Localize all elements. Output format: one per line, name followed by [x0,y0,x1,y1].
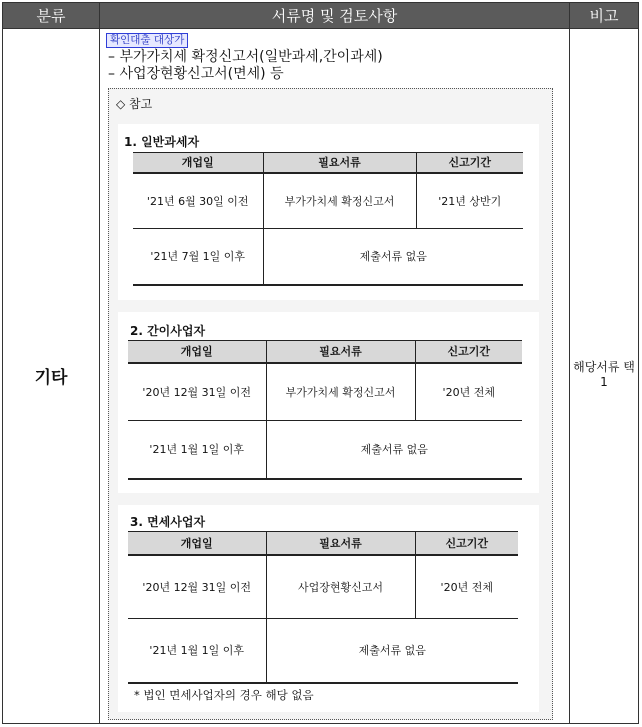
required-document-cell: 부가가치세 확정신고서 [266,363,415,421]
column-header: 개업일 [128,341,266,363]
filing-period-cell: '21년 상반기 [416,173,523,229]
target-tag: 확인대출 대상가 [106,33,188,48]
filing-table [128,531,518,684]
category-cell: 기타 [34,368,68,388]
remark-cell: 해당서류 택1 [573,360,635,389]
column-header: 필요서류 [263,153,416,173]
filing-table [133,152,523,286]
start-date-cell: '21년 1월 1일 이후 [128,619,266,683]
filing-period-cell: '20년 전체 [415,363,522,421]
required-document-cell: 사업장현황신고서 [266,555,415,619]
column-header: 신고기간 [415,341,522,363]
start-date-cell: '21년 7월 1일 이후 [133,229,263,285]
section-title: 2. 간이사업자 [130,324,206,338]
section-title: 1. 일반과세자 [124,135,200,149]
column-divider [99,3,100,724]
document-bullet: – 사업장현황신고서(면세) 등 [108,66,284,82]
document-bullet: – 부가가치세 확정신고서(일반과세,간이과세) [108,49,383,65]
no-document-cell: 제출서류 없음 [266,421,522,479]
start-date-cell: '21년 6월 30일 이전 [133,173,263,229]
header-category: 분류 [3,3,99,28]
filing-period-cell: '20년 전체 [415,555,518,619]
header-documents: 서류명 및 검토사항 [100,3,569,28]
filing-table [128,340,522,480]
reference-title: ◇ 참고 [116,97,153,111]
footnote: * 법인 면세사업자의 경우 해당 없음 [134,688,314,702]
column-header: 신고기간 [415,532,518,555]
column-header: 필요서류 [266,341,415,363]
section-title: 3. 면세사업자 [130,515,206,529]
no-document-cell: 제출서류 없음 [263,229,523,285]
header-remark: 비고 [570,3,638,28]
column-header: 개업일 [133,153,263,173]
start-date-cell: '20년 12월 31일 이전 [128,555,266,619]
column-header: 필요서류 [266,532,415,555]
column-header: 개업일 [128,532,266,555]
start-date-cell: '21년 1월 1일 이후 [128,421,266,479]
start-date-cell: '20년 12월 31일 이전 [128,363,266,421]
column-header: 신고기간 [416,153,523,173]
no-document-cell: 제출서류 없음 [266,619,518,683]
required-document-cell: 부가가치세 확정신고서 [263,173,416,229]
